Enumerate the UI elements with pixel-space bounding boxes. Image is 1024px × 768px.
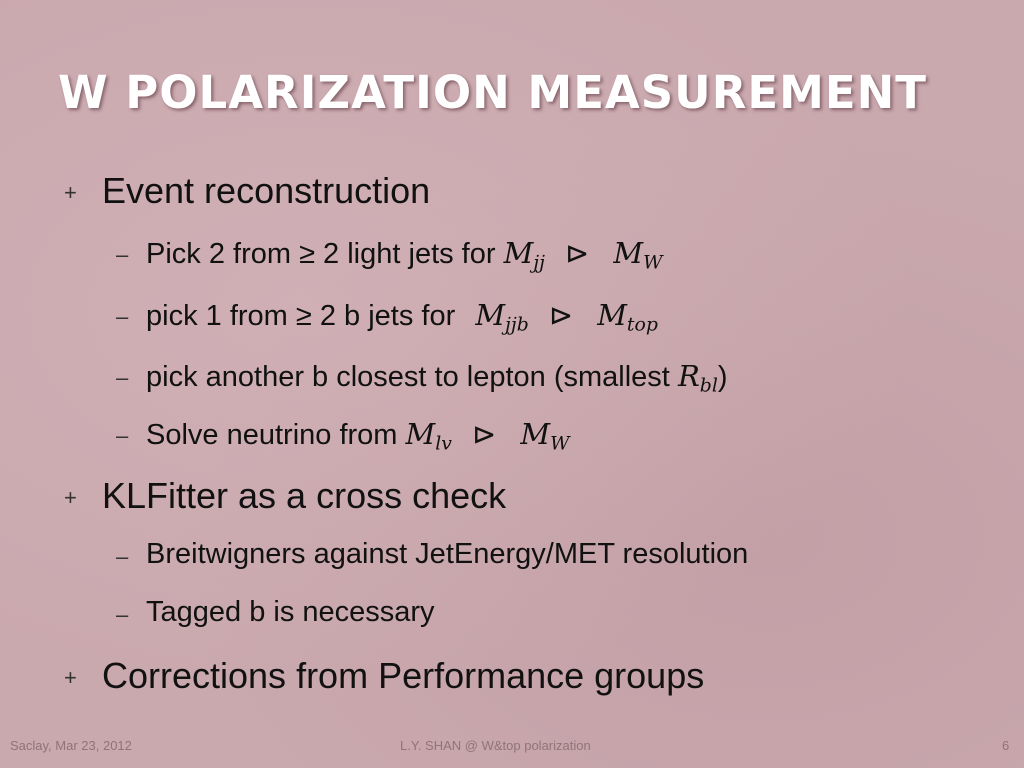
math-r-bl: $R_{bl}$: [677, 359, 718, 397]
sub-bullet-text: Solve neutrino from: [146, 419, 398, 451]
sub-bullet-marker: –: [116, 365, 129, 390]
sub-bullet-text: Tagged b is necessary: [146, 596, 435, 628]
footer-date-location: Saclay, Mar 23, 2012: [10, 738, 132, 753]
bullet-marker: +: [64, 485, 77, 510]
math-m-jjb: $M_{jjb}$: [475, 298, 529, 336]
footer-page-number: 6: [1002, 738, 1010, 753]
math-m-w: $M_W$: [520, 417, 570, 455]
sub-bullet-b-jets: [116, 298, 658, 336]
footer-author: L.Y. SHAN @ W&top polarization: [400, 738, 591, 753]
bullet-text: Corrections from Performance groups: [102, 655, 705, 696]
sub-bullet-text: pick 1 from ≥ 2 b jets for: [146, 300, 456, 332]
sub-bullet-text: Breitwigners against JetEnergy/MET resolution: [146, 538, 749, 570]
bullet-marker: +: [64, 665, 77, 690]
sub-bullet-marker: –: [116, 602, 129, 627]
sub-bullet-tagged-b: [116, 596, 435, 629]
closing-paren: ): [717, 361, 728, 393]
bullet-klfitter: [64, 475, 507, 517]
sub-bullet-text: Pick 2 from ≥ 2 light jets for: [146, 238, 496, 270]
sub-bullet-breitwigners: [116, 538, 749, 571]
sub-bullet-text: pick another b closest to lepton (smallest: [146, 361, 670, 393]
slide-title: W POLARIZATION MEASUREMENT: [58, 66, 927, 119]
bullet-corrections: [64, 655, 705, 697]
math-m-w: $M_W$: [613, 236, 663, 274]
arrow-symbol: ⊳: [471, 419, 497, 451]
sub-bullet-marker: –: [116, 242, 129, 267]
math-m-jj: $M_{jj}$: [503, 236, 545, 274]
sub-bullet-marker: –: [116, 423, 129, 448]
sub-bullet-marker: –: [116, 304, 129, 329]
arrow-symbol: ⊳: [565, 238, 590, 270]
sub-bullet-neutrino: [116, 417, 570, 455]
arrow-symbol: ⊳: [548, 300, 574, 332]
bullet-text: KLFitter as a cross check: [102, 475, 507, 516]
bullet-marker: +: [64, 180, 77, 205]
math-m-lv: $M_{lv}$: [405, 417, 452, 455]
sub-bullet-light-jets: [116, 236, 663, 274]
math-m-top: $M_{top}$: [597, 298, 658, 336]
bullet-text: Event reconstruction: [102, 170, 431, 211]
bullet-event-reconstruction: [64, 170, 431, 212]
sub-bullet-marker: –: [116, 544, 129, 569]
sub-bullet-lepton: [116, 359, 728, 397]
